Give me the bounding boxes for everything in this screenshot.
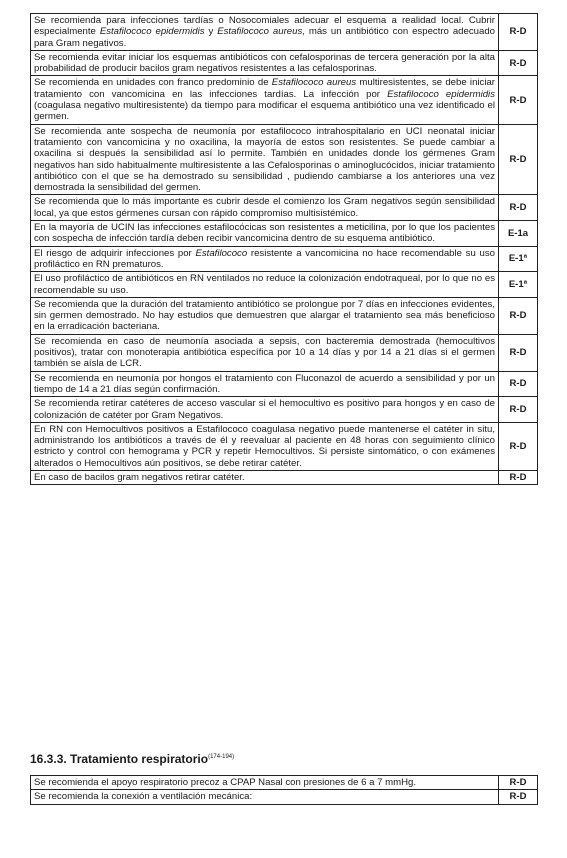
table-row (31, 334, 538, 371)
text-segment: (coagulasa negativo multiresistente) da tiempo para modificar el esquema antibiótico una vez identificado el germen. (34, 100, 495, 123)
text-segment: En la mayoría de UCIN las infecciones estafilocócicas son resistentes a meticilina, por lo que los pacientes con sospecha de infección tardía deben recibir vancomicina dentro de su esquema antibiótico. (34, 222, 495, 245)
text-segment: En caso de bacilos gram negativos retirar catéter. (34, 471, 245, 483)
text-segment: Se recomienda la conexión a ventilación mecánica: (34, 791, 253, 803)
evidence-level: R-D (499, 790, 538, 804)
text-segment: Se recomienda el apoyo respiratorio precoz a CPAP Nasal con presiones de 6 a 7 mmHg. (34, 777, 416, 788)
table-row (31, 272, 538, 298)
recommendation-text (31, 195, 499, 221)
evidence-level: R-D (499, 776, 538, 790)
italic-text-segment: Estafilococo aureus (271, 77, 357, 89)
evidence-level: R-D (499, 334, 538, 371)
text-segment: , más un antibiótico con espectro adecuado para Gram negativos. (34, 26, 495, 49)
evidence-level: E-1ª (499, 272, 538, 298)
recommendation-text (31, 14, 499, 51)
text-segment: resistente a vancomicina no hace recomendable su uso profiláctico en RN prematuros. (34, 247, 495, 270)
section-title: Tratamiento respiratorio (70, 752, 209, 766)
evidence-level: R-D (499, 50, 538, 76)
text-segment: Se recomienda retirar catéteres de acceso vascular si el hemocultivo es positivo para hongos y en caso de colonización de catéter por Gram Negativos. (34, 398, 495, 421)
evidence-level: R-D (499, 397, 538, 423)
recommendation-text (31, 397, 499, 423)
italic-text-segment: Estafilococo epidermidis (387, 88, 495, 100)
recommendation-text (31, 246, 499, 272)
text-segment: Se recomienda en neumonía por hongos el tratamiento con Fluconazol de acuerdo a sensibilidad y por un tiempo de 14 a 21 días según confirmación. (34, 372, 495, 395)
recommendation-text (31, 790, 499, 804)
table-row (31, 14, 538, 51)
table-row (31, 776, 538, 790)
table-row (31, 76, 538, 124)
text-segment: y (204, 26, 218, 38)
table-row (31, 124, 538, 195)
recommendation-text (31, 50, 499, 76)
recommendation-text (31, 470, 499, 484)
recommendation-text (31, 334, 499, 371)
italic-text-segment: Estafilococo aureus (217, 26, 303, 38)
text-segment: Se recomienda en unidades con franco predominio de (34, 77, 272, 89)
text-segment: Se recomienda que lo más importante es cubrir desde el comienzo los Gram negativos según sensibilidad local, ya que estos gérmenes cursan con rápido compromiso multisistémico. (34, 196, 495, 219)
table-row (31, 470, 538, 484)
recommendation-text (31, 272, 499, 298)
evidence-level: R-D (499, 76, 538, 124)
recommendation-text (31, 422, 499, 470)
evidence-level: E-1ª (499, 246, 538, 272)
text-segment: Se recomienda para infecciones tardías o Nosocomiales adecuar el esquema a realidad local. Cubrir especialmente (34, 15, 495, 38)
evidence-level: R-D (499, 14, 538, 51)
evidence-level: R-D (499, 470, 538, 484)
recommendation-text (31, 76, 499, 124)
text-segment: Se recomienda que la duración del tratamiento antibiótico se prolongue por 7 días en infecciones evidentes, sin germen demostrado. No hay estudios que demuestren que alargar el tratamiento sea más beneficioso en la erradicación bacteriana. (34, 298, 495, 333)
evidence-level: R-D (499, 195, 538, 221)
table-row (31, 50, 538, 76)
text-segment: En RN con Hemocultivos positivos a Estafilococo coagulasa negativo puede mantenerse el catéter in situ, administrando los antibióticos a través de él y reevaluar al paciente en 48 horas con seguimiento clínico estricto y control con hemograma y PCR y repetir Hemocultivos. Si persiste sintomático, o con exámenes alterados o Hemocultivos aún positivos, se debe retirar catéter. (34, 423, 495, 469)
table-row (31, 397, 538, 423)
recommendation-text (31, 297, 499, 334)
section-refs: (174-194) (208, 754, 235, 760)
evidence-level: R-D (499, 422, 538, 470)
recommendation-text (31, 776, 499, 790)
italic-text-segment: Estafilococo (195, 247, 248, 259)
text-segment: Se recomienda en caso de neumonía asociada a sepsis, con bacteremia demostrada (hemocultivos positivos), tratar con monoterapia antibiótica específica por 10 a 14 días y por 14 a 21 días si el germen también se aísla de LCR. (34, 335, 495, 370)
text-segment: El riesgo de adquirir infecciones por (34, 247, 196, 259)
table-row (31, 297, 538, 334)
table-row (31, 422, 538, 470)
evidence-level: R-D (499, 297, 538, 334)
evidence-level: R-D (499, 371, 538, 397)
recommendation-text (31, 124, 499, 195)
evidence-level: R-D (499, 124, 538, 195)
table-row (31, 790, 538, 804)
italic-text-segment: Estafilococo epidermidis (99, 26, 205, 38)
evidence-level: E-1a (499, 221, 538, 247)
table-row (31, 371, 538, 397)
table-row (31, 195, 538, 221)
section-heading (30, 752, 234, 766)
recommendations-table (30, 13, 538, 485)
respiratory-recommendations-table (30, 775, 538, 805)
text-segment: multiresistentes, se debe iniciar tratamiento con vancomicina en las infecciones tardías. La infección por (34, 77, 495, 100)
text-segment: El uso profiláctico de antibióticos en RN ventilados no reduce la colonización endotraqueal, por lo que no es recomendable su uso. (34, 273, 495, 296)
recommendation-text (31, 371, 499, 397)
table-row (31, 221, 538, 247)
table-row (31, 246, 538, 272)
text-segment: Se recomienda evitar iniciar los esquemas antibióticos con cefalosporinas de tercera generación por la alta probabilidad de producir bacilos gram negativos resistentes a las cefalosporinas. (34, 51, 495, 75)
recommendation-text (31, 221, 499, 247)
text-segment: Se recomienda ante sospecha de neumonía por estafilococo intrahospitalario en UCI neonatal iniciar tratamiento con vancomicina y no oxacilina, la mayoría de estos son resistentes. Se puede cambiar a oxacilina si después la sensibilidad así lo permite. También en unidades donde los gérmenes Gram negativos han sido habitualmente multiresistente a las Cefalosporinas o aminoglucócidos, iniciar tratamiento antibiótico con el que se ha demostrado su sensibilidad , pudiendo cambiarse a los anteriores una vez demostrada la sensibilidad del germen. (34, 125, 495, 194)
section-number: 16.3.3. (30, 752, 67, 766)
